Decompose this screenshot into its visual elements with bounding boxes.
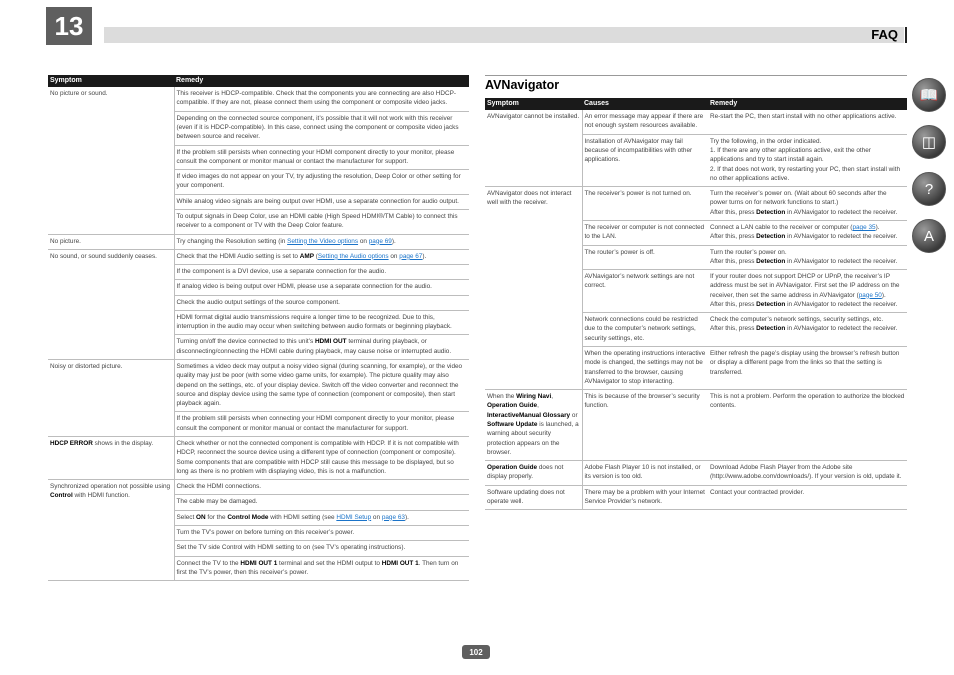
remedy-cell: Sometimes a video deck may output a noisy video signal (during scanning, for example), or the video quality may just be poor (with some video game units, for example). The picture quality may also depend on the settings, etc. of your display device. Switch off the video converter and reconnect the source and display device using the same type of connection (component or composite), then start playback again. bbox=[174, 360, 469, 412]
remedy-cell: Turn the router’s power on. After this, press Detection in AVNavigator to redetect the receiver. bbox=[708, 245, 907, 270]
remedy-cell: If your router does not support DHCP or UPnP, the receiver’s IP address must be set in AVNavigator. First set the IP address on the receiver, then set the same address in AVNavigator (page 50). After this, press Detection in AVNavigator to redetect the receiver. bbox=[708, 270, 907, 313]
remedy-cell: Turn the receiver’s power on. (Wait about 60 seconds after the power turns on for network functions to start.) After this, press Detection in AVNavigator to redetect the receiver. bbox=[708, 187, 907, 221]
remedy-cell: Turn the TV’s power on before turning on this receiver’s power. bbox=[174, 525, 469, 540]
remedy-cell: If the problem still persists when connecting your HDMI component directly to your monitor, please consult the component or monitor manual or contact the manufacturer for support. bbox=[174, 145, 469, 170]
table-row bbox=[485, 390, 907, 461]
remedy-cell: Check the audio output settings of the source component. bbox=[174, 295, 469, 310]
table-row bbox=[48, 437, 469, 480]
remedy-cell: Check the computer’s network settings, security settings, etc. After this, press Detection in AVNavigator to redetect the receiver. bbox=[708, 313, 907, 347]
col-remedy: Remedy bbox=[174, 75, 469, 87]
remedy-cell: If the problem still persists when connecting your HDMI component directly to your monitor, please consult the component or monitor manual or contact the manufacturer for support. bbox=[174, 412, 469, 437]
remedy-cell: Check whether or not the connected component is compatible with HDCP. If it is not compatible with HDCP, reconnect the source device using a different type of connection (component or composite). Some components that are compatible with HDCP still cause this message to be displayed, but so long as there is no problem with displaying video, this is not a malfunction. bbox=[174, 437, 469, 480]
symptom-cell: AVNavigator cannot be installed. bbox=[485, 110, 582, 186]
col-causes: Causes bbox=[582, 98, 708, 110]
symptom-cell: When the Wiring Navi, Operation Guide, InteractiveManual Glossary or Software Update is launched, a warning about security protection appears on the browser. bbox=[485, 390, 582, 461]
remedy-cell: Connect a LAN cable to the receiver or computer (page 35). After this, press Detection in AVNavigator to redetect the receiver. bbox=[708, 220, 907, 245]
table-row bbox=[485, 187, 907, 221]
remedy-cell: Check the HDMI connections. bbox=[174, 480, 469, 495]
cause-cell: An error message may appear if there are not enough system resources available. bbox=[582, 110, 708, 134]
remedy-cell: Set the TV side Control with HDMI setting to on (see TV’s operating instructions). bbox=[174, 541, 469, 556]
avnavigator-title: AVNavigator bbox=[485, 78, 560, 92]
symptom-cell: Synchronized operation not possible using Control with HDMI function. bbox=[48, 480, 174, 581]
chapter-number: 13 bbox=[46, 7, 92, 45]
cause-cell: Network connections could be restricted due to the computer’s network settings, security settings, etc. bbox=[582, 313, 708, 347]
cause-cell: The router’s power is off. bbox=[582, 245, 708, 270]
table-row bbox=[48, 234, 469, 249]
remedy-cell: Check that the HDMI Audio setting is set to AMP (Setting the Audio options on page 67). bbox=[174, 249, 469, 264]
symptom-cell: Operation Guide does not display properly. bbox=[485, 461, 582, 486]
symptom-cell: HDCP ERROR shows in the display. bbox=[48, 437, 174, 480]
remedy-cell: If analog video is being output over HDMI, please use a separate connection for the audio. bbox=[174, 280, 469, 295]
remedy-cell: Connect the TV to the HDMI OUT 1 terminal and set the HDMI output to HDMI OUT 1. Then turn on first the TV’s power, then this receiver’s power. bbox=[174, 556, 469, 581]
cause-cell: Installation of AVNavigator may fail because of incompatibilities with other applications. bbox=[582, 134, 708, 186]
link-audio-options[interactable]: Setting the Audio options bbox=[317, 252, 389, 260]
cause-cell: The receiver’s power is not turned on. bbox=[582, 187, 708, 221]
link-video-options[interactable]: Setting the Video options bbox=[287, 237, 359, 245]
symptom-cell: No picture or sound. bbox=[48, 87, 174, 234]
faq-table-hdmi bbox=[48, 75, 469, 581]
remedy-cell: Turning on/off the device connected to this unit’s HDMI OUT terminal during playback, or disconnecting/connecting the HDMI cable during playback, may cause noise or interrupted audio. bbox=[174, 335, 469, 360]
remedy-cell: This is not a problem. Perform the operation to authorize the blocked contents. bbox=[708, 390, 907, 461]
remedy-cell: HDMI format digital audio transmissions require a longer time to be recognized. Due to this, interruption in the audio may occur when switching between audio formats or beginning playback. bbox=[174, 310, 469, 335]
remedy-cell: Download Adobe Flash Player from the Adobe site (http://www.adobe.com/downloads/). If your version is old, update it. bbox=[708, 461, 907, 486]
table-row bbox=[485, 485, 907, 510]
remedy-cell: This receiver is HDCP-compatible. Check that the components you are connecting are also HDCP-compatible. If they are not, please connect them using the component or composite video jacks. bbox=[174, 87, 469, 111]
col-symptom: Symptom bbox=[48, 75, 174, 87]
remedy-cell: Contact your contracted provider. bbox=[708, 485, 907, 510]
remedy-cell: Either refresh the page’s display using the browser’s refresh button or display a different page from the links so that the setting is transferred. bbox=[708, 347, 907, 390]
table-row bbox=[48, 360, 469, 412]
remedy-cell: Select ON for the Control Mode with HDMI setting (see HDMI Setup on page 63). bbox=[174, 510, 469, 525]
symptom-cell: AVNavigator does not interact well with the receiver. bbox=[485, 187, 582, 390]
remedy-cell: Try the following, in the order indicated. 1. If there are any other applications active, exit the other applications and try to start install again. 2. If that does not work, try restarting your PC, then start install with no other applications active. bbox=[708, 134, 907, 186]
link-page-69[interactable]: page 69 bbox=[368, 237, 392, 245]
link-page-67[interactable]: page 67 bbox=[399, 252, 423, 260]
symptom-cell: No sound, or sound suddenly ceases. bbox=[48, 249, 174, 359]
remedy-cell: To output signals in Deep Color, use an HDMI cable (High Speed HDMI®/TM Cable) to connect this receiver to a component or TV with the Deep Color feature. bbox=[174, 209, 469, 234]
cause-cell: This is because of the browser’s security function. bbox=[582, 390, 708, 461]
link-hdmi-setup[interactable]: HDMI Setup bbox=[336, 513, 372, 521]
remedy-cell: Try changing the Resolution setting (in Setting the Video options on page 69). bbox=[174, 234, 469, 249]
side-nav bbox=[912, 78, 946, 266]
cause-cell: Adobe Flash Player 10 is not installed, or its version is too old. bbox=[582, 461, 708, 486]
cause-cell: There may be a problem with your Internet Service Provider’s network. bbox=[582, 485, 708, 510]
glossary-icon[interactable]: A bbox=[912, 219, 946, 253]
cause-cell: AVNavigator’s network settings are not correct. bbox=[582, 270, 708, 313]
col-symptom: Symptom bbox=[485, 98, 582, 110]
header-bar bbox=[104, 27, 904, 43]
symptom-cell: No picture. bbox=[48, 234, 174, 249]
book-icon[interactable]: 📖 bbox=[912, 78, 946, 112]
faq-table-avnavigator bbox=[485, 98, 907, 510]
remedy-cell: If the component is a DVI device, use a separate connection for the audio. bbox=[174, 265, 469, 280]
remedy-cell: The cable may be damaged. bbox=[174, 495, 469, 510]
remedy-cell: If video images do not appear on your TV, try adjusting the resolution, Deep Color or other setting for your component. bbox=[174, 170, 469, 195]
symptom-cell: Software updating does not operate well. bbox=[485, 485, 582, 510]
remedy-cell: Depending on the connected source component, it’s possible that it will not work with this receiver (even if it is HDCP-compatible). In this case, connect using the component or composite video jacks between source and receiver. bbox=[174, 111, 469, 145]
tools-icon[interactable]: ? bbox=[912, 172, 946, 206]
col-remedy: Remedy bbox=[708, 98, 907, 110]
link-page-63[interactable]: page 63 bbox=[381, 513, 405, 521]
page-number: 102 bbox=[462, 645, 490, 659]
link-page-50[interactable]: page 50 bbox=[858, 291, 882, 299]
table-row bbox=[48, 249, 469, 264]
remedy-cell: Re-start the PC, then start install with no other applications active. bbox=[708, 110, 907, 134]
header-mark bbox=[905, 27, 907, 43]
cause-cell: When the operating instructions interactive mode is changed, the settings may not be transferred to the browser, causing AVNavigator to stop interacting. bbox=[582, 347, 708, 390]
table-row bbox=[485, 461, 907, 486]
table-row bbox=[48, 480, 469, 495]
link-page-35[interactable]: page 35 bbox=[852, 223, 876, 231]
section-title: FAQ bbox=[871, 27, 898, 42]
cause-cell: The receiver or computer is not connected to the LAN. bbox=[582, 220, 708, 245]
section-rule bbox=[485, 75, 907, 76]
remote-icon[interactable]: ◫ bbox=[912, 125, 946, 159]
remedy-cell: While analog video signals are being output over HDMI, use a separate connection for audio output. bbox=[174, 194, 469, 209]
table-row bbox=[485, 110, 907, 134]
table-row bbox=[48, 87, 469, 111]
symptom-cell: Noisy or distorted picture. bbox=[48, 360, 174, 437]
